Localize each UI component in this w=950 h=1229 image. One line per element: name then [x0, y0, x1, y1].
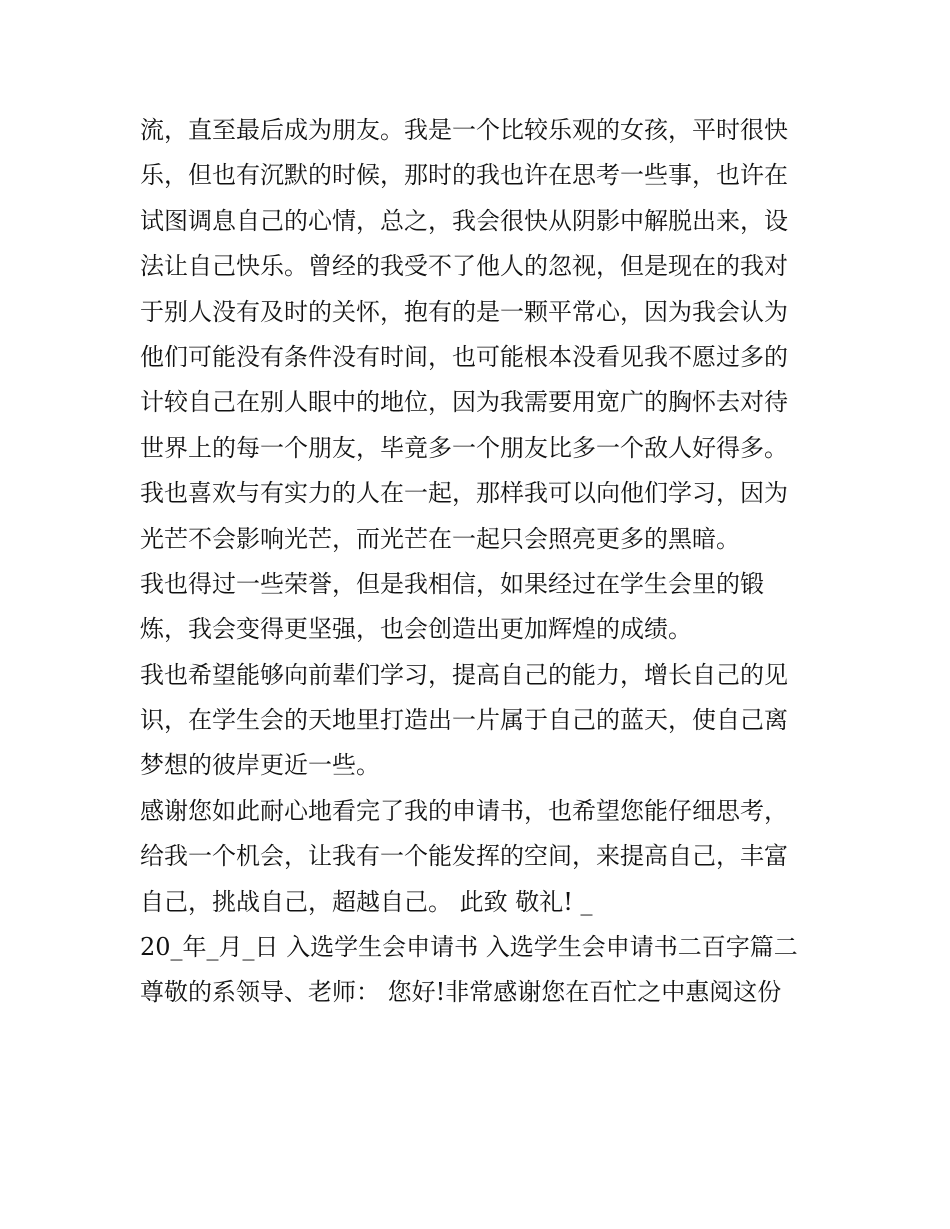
text-line-18: 自己，挑战自己，超越自己。 此致 敬礼! _ [140, 887, 593, 916]
text-line-6: 他们可能没有条件没有时间，也可能根本没看见我不愿过多的 [140, 342, 788, 371]
text-line-3: 试图调息自己的心情，总之，我会很快从阴影中解脱出来，设 [140, 206, 788, 235]
text-line-15: 梦想的彼岸更近一些。 [140, 751, 380, 780]
text-line-4: 法让自己快乐。曾经的我受不了他人的忽视，但是现在的我对 [140, 252, 788, 281]
text-line-13: 我也希望能够向前辈们学习，提高自己的能力，增长自己的见 [140, 660, 788, 689]
text-line-20: 尊敬的系领导、老师： 您好!非常感谢您在百忙之中惠阅这份 [140, 978, 782, 1007]
text-line-10: 光芒不会影响光芒，而光芒在一起只会照亮更多的黑暗。 [140, 524, 740, 553]
text-line-5: 于别人没有及时的关怀，抱有的是一颗平常心，因为我会认为 [140, 297, 788, 326]
text-line-16: 感谢您如此耐心地看完了我的申请书，也希望您能仔细思考， [140, 796, 788, 825]
text-line-11: 我也得过一些荣誉，但是我相信，如果经过在学生会里的锻 [140, 569, 764, 598]
text-line-7: 计较自己在别人眼中的地位，因为我需要用宽广的胸怀去对待 [140, 388, 788, 417]
text-line-1: 流，直至最后成为朋友。我是一个比较乐观的女孩，平时很快 [140, 116, 788, 144]
text-line-17: 给我一个机会，让我有一个能发挥的空间，来提高自己，丰富 [140, 842, 788, 871]
text-line-12: 炼，我会变得更坚强，也会创造出更加辉煌的成绩。 [140, 615, 692, 644]
document-body [140, 108, 820, 1016]
text-line-9: 我也喜欢与有实力的人在一起，那样我可以向他们学习，因为 [140, 479, 788, 508]
text-line-8: 世界上的每一个朋友，毕竟多一个朋友比多一个敌人好得多。 [140, 433, 788, 462]
text-line-14: 识，在学生会的天地里打造出一片属于自己的蓝天，使自己离 [140, 706, 788, 735]
text-line-2: 乐，但也有沉默的时候，那时的我也许在思考一些事，也许在 [140, 161, 788, 190]
text-line-19: 20_年_月_日 入选学生会申请书 入选学生会申请书二百字篇二 [140, 933, 798, 962]
